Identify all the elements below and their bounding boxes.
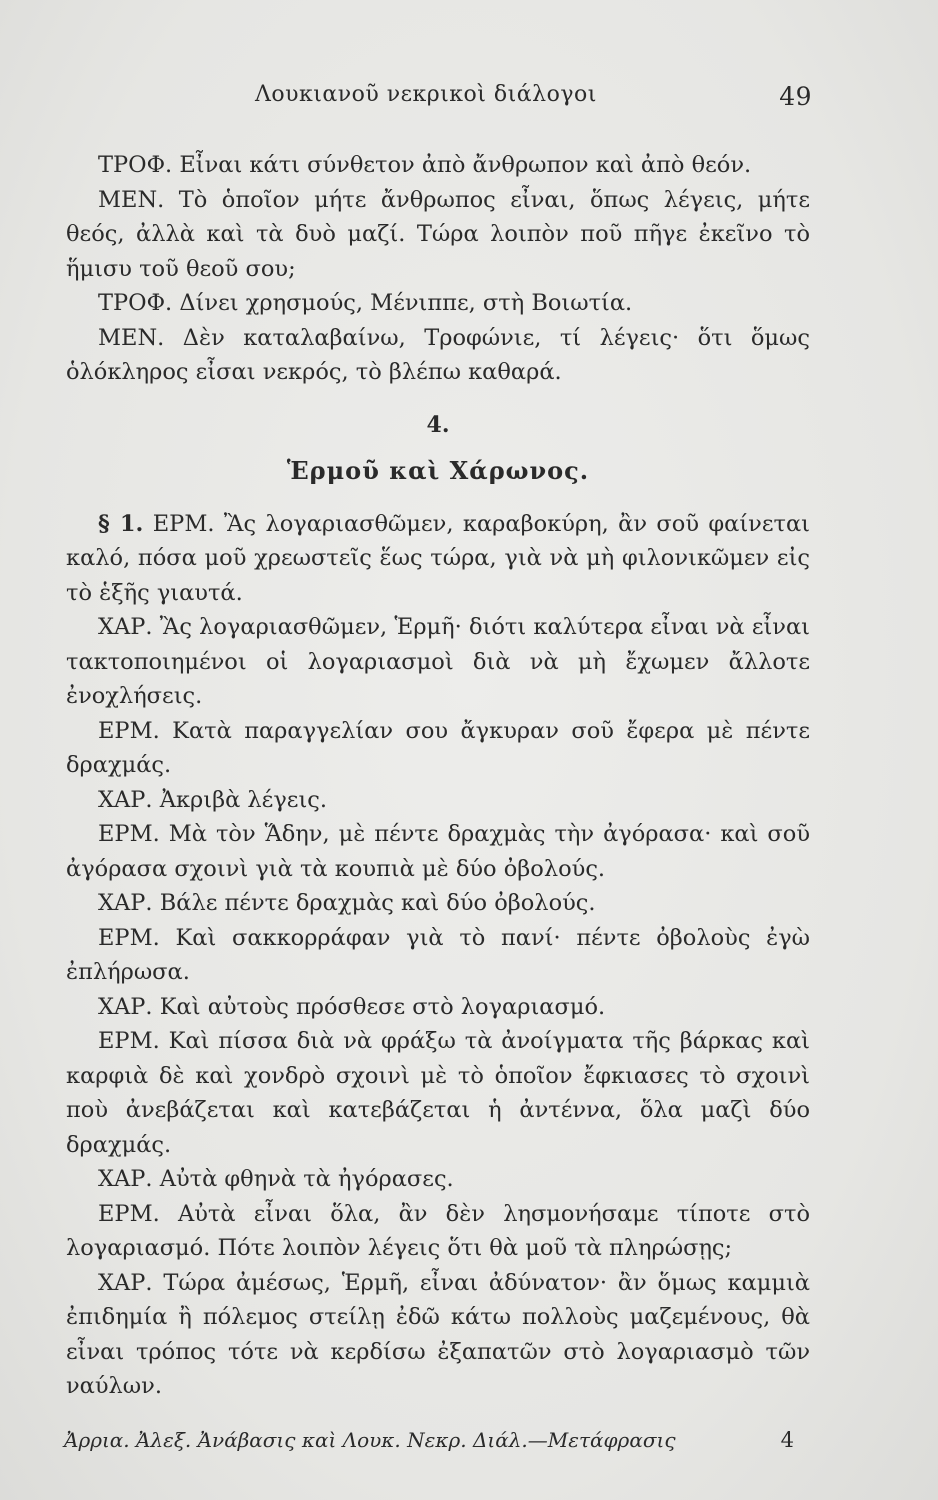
dialogue-line: ΕΡΜ. Μὰ τὸν Ἅδην, μὲ πέντε δραχμὰς τὴν ἀγόρασα· καὶ σοῦ ἀγόρασα σχοινὶ γιὰ τὰ κουπιὰ μὲ δύο ὀβολούς. <box>66 821 810 882</box>
dialogue-line: ΤΡΟΦ. Δίνει χρησμούς, Μένιππε, στὴ Βοιωτία. <box>98 290 633 316</box>
dialogue-line: ΕΡΜ. Καὶ πίσσα διὰ νὰ φράξω τὰ ἀνοίγματα τῆς βάρκας καὶ καρφιὰ δὲ καὶ χονδρὸ σχοινὶ μὲ τὸ ὁποῖον ἔφκιασες τὸ σχοινὶ ποὺ ἀνεβάζεται καὶ κατεβάζεται ἡ ἀντέννα, ὅλα μαζὶ δύο δραχμάς. <box>66 1028 810 1158</box>
dialogue-line: ΧΑΡ. Βάλε πέντε δραχμὰς καὶ δύο ὀβολούς. <box>98 890 596 916</box>
dialogue-line: ΕΡΜ. Καὶ σακκορράφαν γιὰ τὸ πανί· πέντε ὀβολοὺς ἐγὼ ἐπλήρωσα. <box>66 924 810 985</box>
section-title: Ἑρμοῦ καὶ Χάρωνος. <box>286 456 590 485</box>
footer <box>64 1428 812 1452</box>
dialogue-line: ΤΡΟΦ. Εἶναι κάτι σύνθετον ἀπὸ ἄνθρωπον καὶ ἀπὸ θεόν. <box>98 152 752 178</box>
dialogue-line: ΧΑΡ. Αὐτὰ φθηνὰ τὰ ἠγόρασες. <box>98 1166 454 1192</box>
dialogue-text: ΕΡΜ. Ἂς λογαριασθῶμεν, καραβοκύρη, ἂν σοῦ φαίνεται καλό, πόσα μοῦ χρεωστεῖς ἕως τώρα, γιὰ νὰ μὴ φιλονικῶμεν εἰς τὸ ἑξῆς γιαυτά. <box>66 510 810 606</box>
dialogue-line <box>66 507 810 611</box>
section-number: 4. <box>426 411 450 438</box>
text-body <box>66 148 810 1404</box>
paragraph-mark: § 1. <box>98 510 144 537</box>
dialogue-line: ΧΑΡ. Τώρα ἀμέσως, Ἑρμῆ, εἶναι ἀδύνατον· ἂν ὅμως καμμιὰ ἐπιδημία ἢ πόλεμος στείλῃ ἐδῶ κάτω πολλοὺς μαζεμένους, θὰ εἶναι τρόπος τότε νὰ κερδίσω ἐξαπατῶν στὸ λογαριασμὸ τῶν ναύλων. <box>66 1269 810 1399</box>
dialogue-line: ΧΑΡ. Καὶ αὐτοὺς πρόσθεσε στὸ λογαριασμό. <box>98 993 606 1020</box>
dialogue-line: ΜΕΝ. Τὸ ὁποῖον μήτε ἄνθρωπος εἶναι, ὅπως λέγεις, μήτε θεός, ἀλλὰ καὶ τὰ δυὸ μαζί. Τώρα λοιπὸν ποῦ πῆγε ἐκεῖνο τὸ ἥμισυ τοῦ θεοῦ σου; <box>66 186 810 282</box>
footer-text: Ἀρρια. Ἀλεξ. Ἀνάβασις καὶ Λουκ. Νεκρ. Διάλ.—Μετάφρασις <box>64 1428 676 1452</box>
page-number: 49 <box>779 82 812 111</box>
running-header <box>60 82 810 122</box>
dialogue-line: ΧΑΡ. Ἀκριβὰ λέγεις. <box>98 786 328 813</box>
dialogue-line: ΕΡΜ. Κατὰ παραγγελίαν σου ἄγκυραν σοῦ ἔφερα μὲ πέντε δραχμάς. <box>66 717 810 778</box>
dialogue-line: ΜΕΝ. Δὲν καταλαβαίνω, Τροφώνιε, τί λέγεις· ὅτι ὅμως ὁλόκληρος εἶσαι νεκρός, τὸ βλέπω καθαρά. <box>66 324 810 385</box>
signature-mark: 4 <box>780 1428 794 1452</box>
header-title: Λουκιανοῦ νεκρικοὶ διάλογοι <box>255 82 597 107</box>
dialogue-line: ΧΑΡ. Ἂς λογαριασθῶμεν, Ἑρμῆ· διότι καλύτερα εἶναι νὰ εἶναι τακτοποιημένοι οἱ λογαριασμοὶ διὰ νὰ μὴ ἔχωμεν ἄλλοτε ἐνοχλήσεις. <box>66 614 810 709</box>
dialogue-line: ΕΡΜ. Αὐτὰ εἶναι ὅλα, ἂν δὲν λησμονήσαμε τίποτε στὸ λογαριασμό. Πότε λοιπὸν λέγεις ὅτι θὰ μοῦ τὰ πληρώσῃς; <box>66 1200 810 1261</box>
